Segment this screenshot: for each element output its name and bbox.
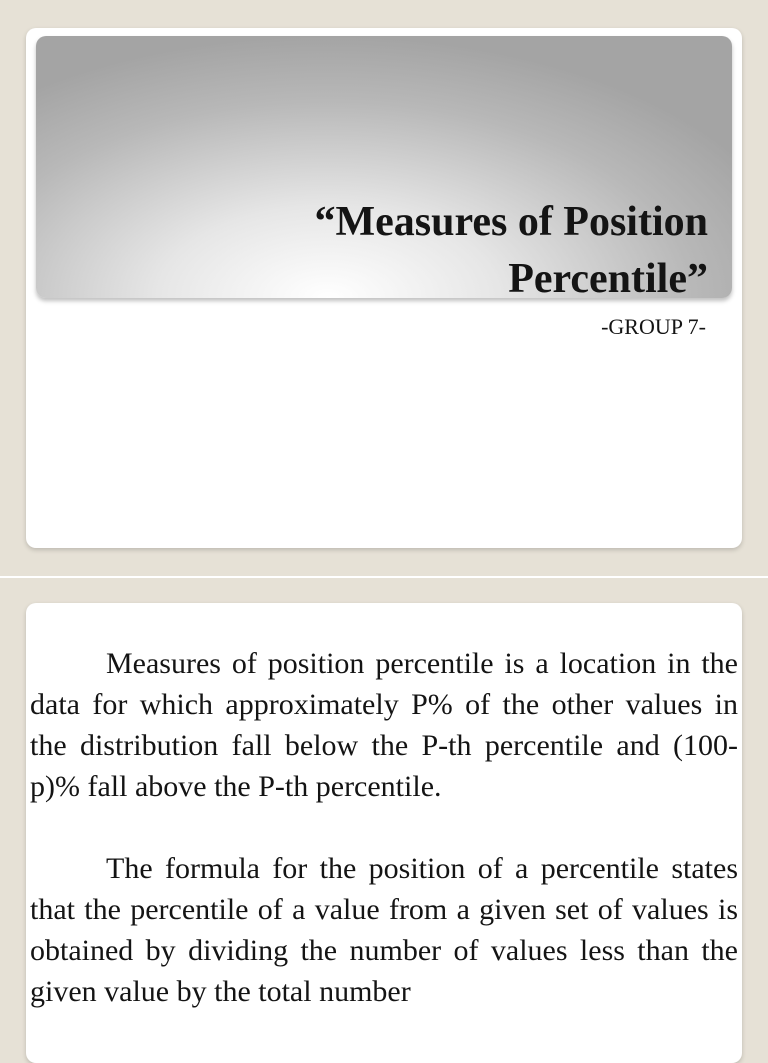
slide-body <box>30 643 738 1012</box>
content-slide <box>26 603 742 1063</box>
title-line-1: “Measures of Position <box>314 199 708 245</box>
formula-paragraph: The formula for the position of a percentile states that the percentile of a value from a given set of values is obtained by dividing the number of values less than the given value by the total number <box>30 852 738 1008</box>
definition-paragraph: Measures of position percentile is a location in the data for which approximately P% of the other values in the distribution fall below the P-th percentile and (100-p)% fall above the P-th percentile. <box>30 647 738 803</box>
title-line-2: Percentile” <box>508 256 708 302</box>
title-slide <box>26 28 742 548</box>
slide-divider <box>0 576 768 578</box>
slide-subtitle: -GROUP 7- <box>601 314 706 339</box>
slide-title <box>148 194 708 308</box>
